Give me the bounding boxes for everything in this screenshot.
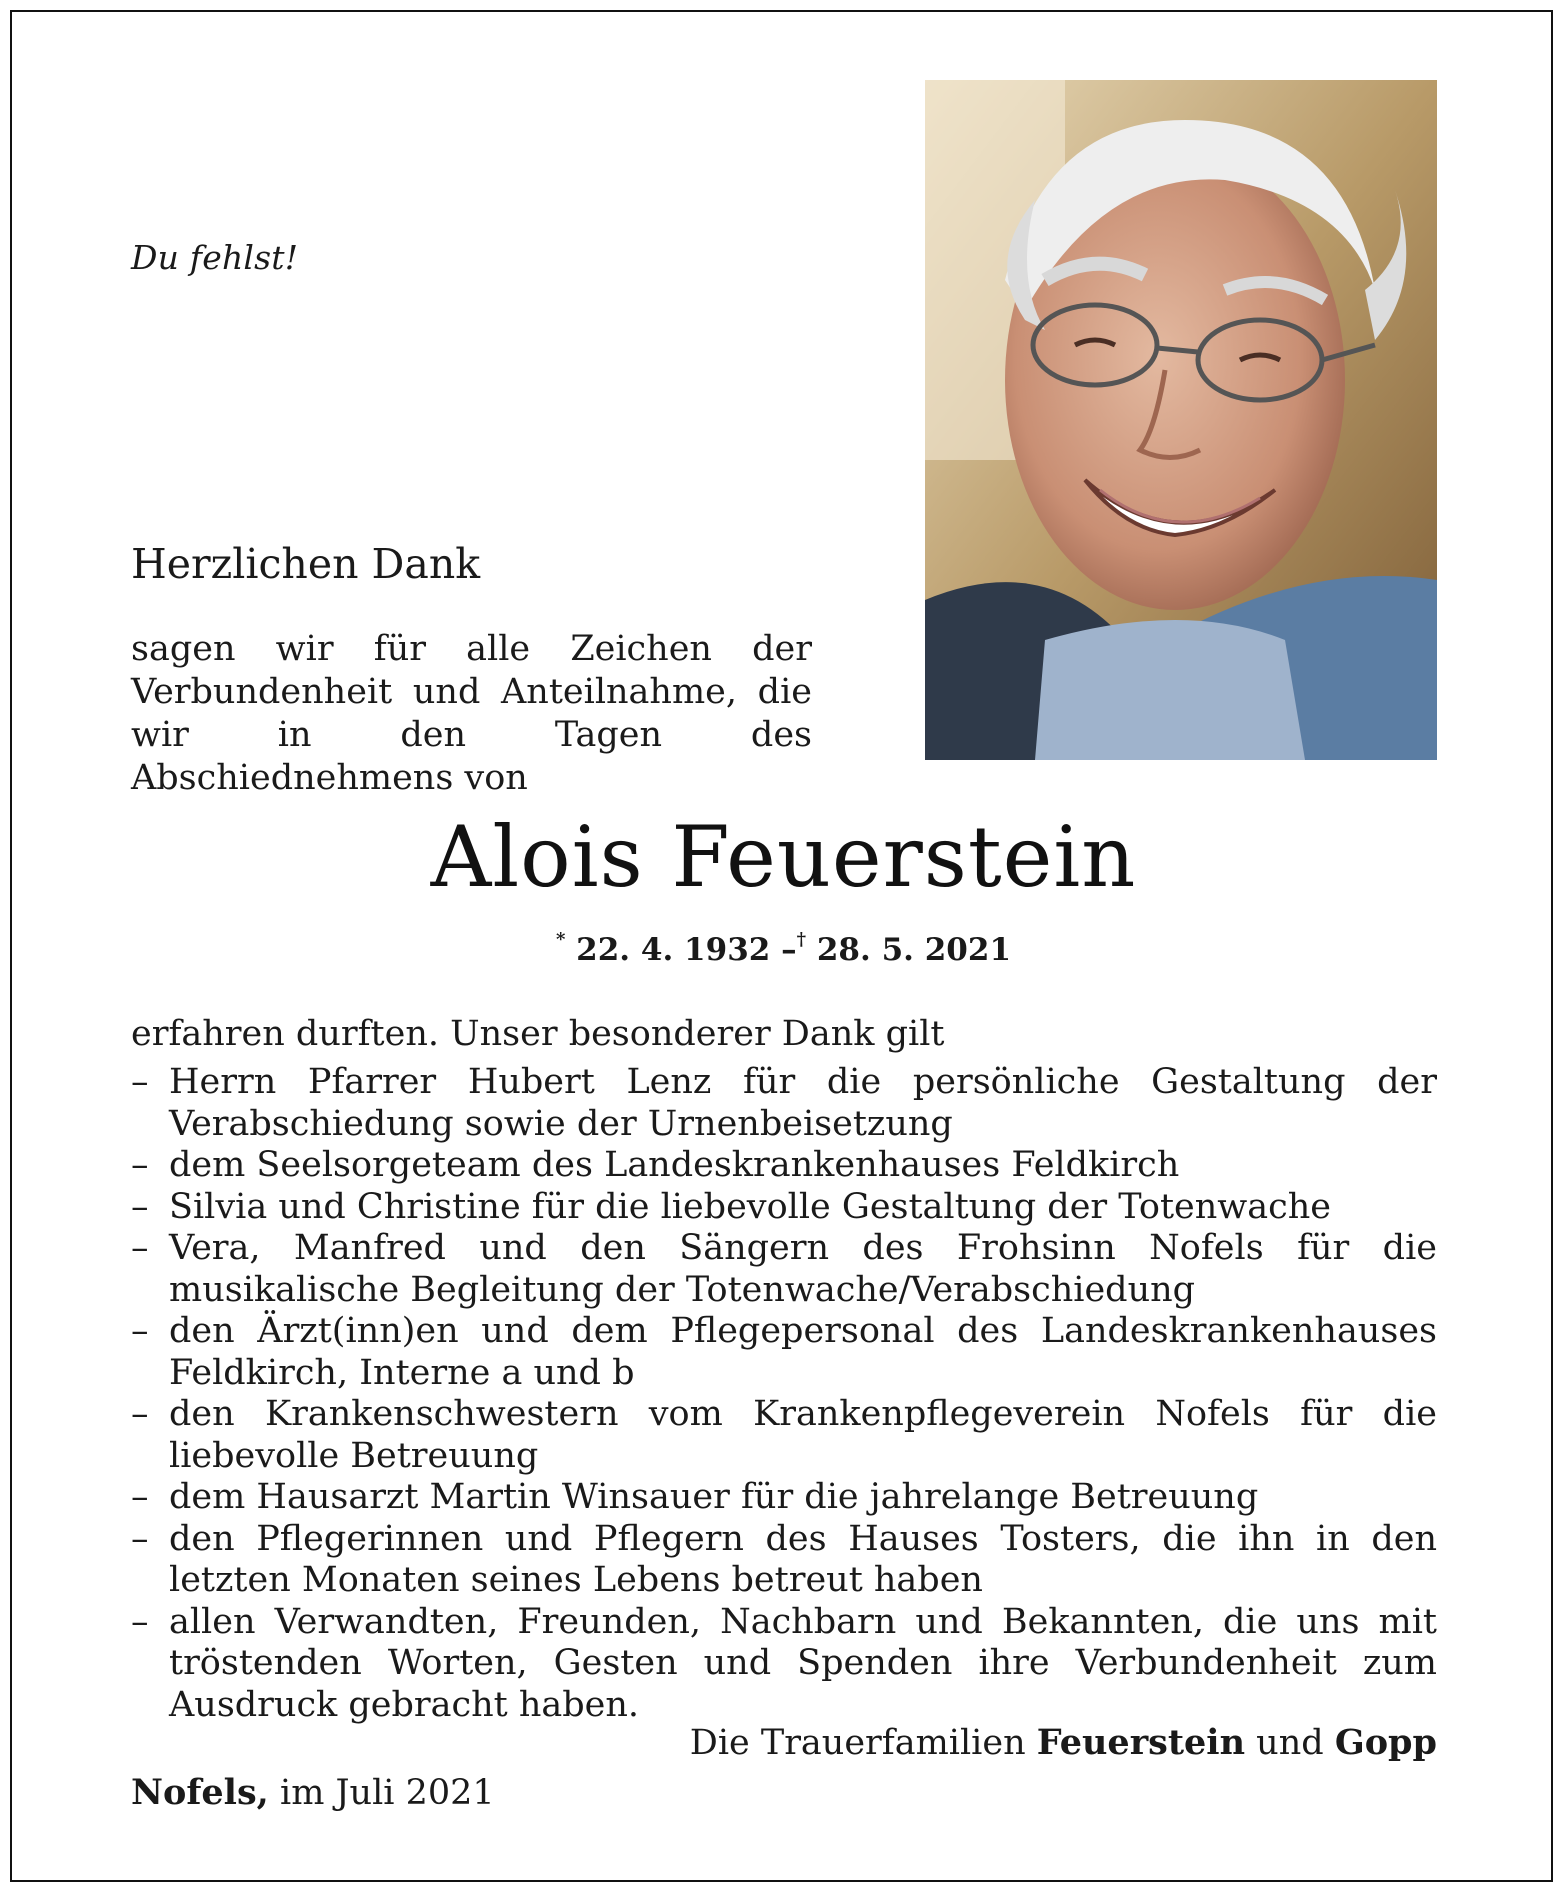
- intro-text: sagen wir für alle Zeichen der Verbundenheit und Anteilnahme, die wir in den Tagen des Abschiednehmens von: [131, 629, 812, 798]
- family-name-2: Gopp: [1334, 1722, 1437, 1763]
- birth-date: 22. 4. 1932: [576, 932, 771, 968]
- death-symbol: †: [796, 928, 807, 950]
- birth-symbol: *: [555, 928, 566, 950]
- signature-prefix: Die Trauerfamilien: [689, 1723, 1026, 1763]
- place-town: Nofels,: [131, 1772, 269, 1813]
- portrait-photo: [925, 80, 1437, 760]
- thanks-heading: Herzlichen Dank: [131, 540, 481, 588]
- list-item: – den Pflegerinnen und Pflegern des Hauses Tosters, die ihn in den letzten Monaten seines Lebens betreut haben: [131, 1518, 1437, 1600]
- list-item: – Herrn Pfarrer Hubert Lenz für die persönliche Gestaltung der Verabschiedung sowie der Urnenbeisetzung: [131, 1062, 1437, 1144]
- list-dash: –: [131, 1062, 149, 1102]
- list-dash: –: [131, 1228, 149, 1268]
- date-separator: –: [781, 932, 797, 968]
- thanks-list: [131, 1062, 1437, 1726]
- life-dates: [0, 928, 1567, 968]
- signature-conjunction: und: [1256, 1723, 1324, 1763]
- deceased-name: Alois Feuerstein: [430, 808, 1137, 906]
- list-dash: –: [131, 1477, 149, 1517]
- motto: Du fehlst!: [131, 238, 299, 277]
- list-item: – den Ärzt(inn)en und dem Pflegepersonal des Landeskrankenhauses Feldkirch, Interne a und b: [131, 1311, 1437, 1393]
- place-date: im Juli 2021: [280, 1773, 495, 1813]
- family-name-1: Feuerstein: [1036, 1722, 1246, 1763]
- list-item: – Silvia und Christine für die liebevolle Gestaltung der Totenwache: [131, 1186, 1331, 1227]
- signature: [690, 1722, 1437, 1763]
- death-date: 28. 5. 2021: [816, 932, 1012, 968]
- list-item: – dem Hausarzt Martin Winsauer für die jahrelange Betreuung: [131, 1477, 1259, 1517]
- list-dash: –: [131, 1394, 149, 1434]
- place-and-date: [131, 1772, 495, 1813]
- continuation-text: erfahren durften. Unser besonderer Dank gilt: [131, 1014, 945, 1054]
- list-dash: –: [131, 1186, 149, 1227]
- list-dash: –: [131, 1311, 149, 1351]
- list-item: – dem Seelsorgeteam des Landeskrankenhauses Feldkirch: [131, 1145, 1180, 1185]
- list-dash: –: [131, 1601, 149, 1642]
- list-dash: –: [131, 1145, 149, 1185]
- list-item: – allen Verwandten, Freunden, Nachbarn und Bekannten, die uns mit tröstenden Worten, Gesten und Spenden ihre Verbundenheit zum Ausdruck gebracht haben.: [131, 1601, 1437, 1725]
- list-item: – Vera, Manfred und den Sängern des Frohsinn Nofels für die musikalische Begleitung der Totenwache/Verabschiedung: [131, 1228, 1437, 1310]
- list-dash: –: [131, 1518, 149, 1559]
- list-item: – den Krankenschwestern vom Krankenpflegeverein Nofels für die liebevolle Betreuung: [131, 1394, 1437, 1476]
